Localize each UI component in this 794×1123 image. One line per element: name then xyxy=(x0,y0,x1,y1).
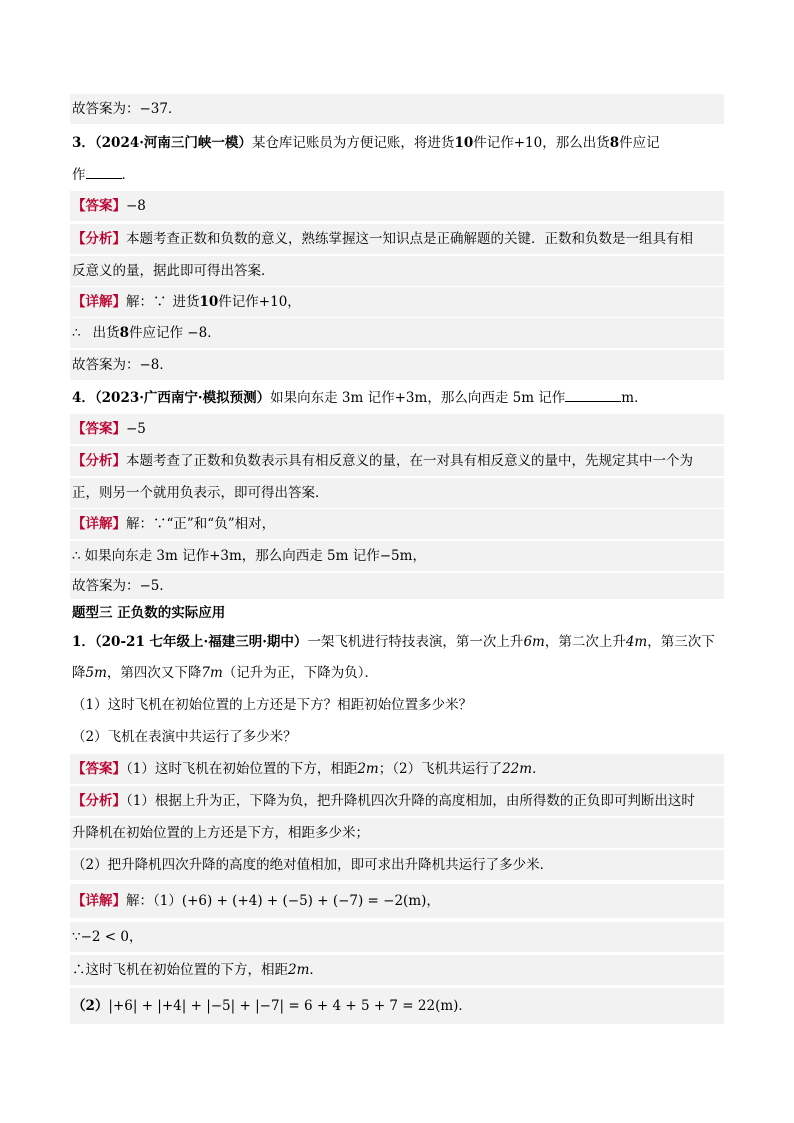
answer-text: ． xyxy=(532,761,546,777)
analysis-text: （2）把升降机四次升降的高度的绝对值相加，即可求出升降机共运行了多少米． xyxy=(72,857,554,873)
detail-line1 xyxy=(70,287,724,317)
detail-text: 件记作+10， xyxy=(218,294,301,310)
detail-text: 解： xyxy=(126,294,153,310)
detail-text: 如果向东走 3m 记作+3m，那么向西走 5m 记作−5m， xyxy=(84,548,426,564)
detail-line3 xyxy=(70,350,724,380)
detail-number: 8 xyxy=(119,325,129,341)
question-number: 4． xyxy=(72,390,95,406)
answer-conclusion xyxy=(70,94,724,124)
analysis-line1 xyxy=(70,224,724,254)
question-text: 作 xyxy=(72,167,86,183)
analysis-tag: 【分析】 xyxy=(72,231,126,247)
equation: (+6) + (+4) + (−5) + (−7) = −2(m) xyxy=(181,893,427,909)
answer-line xyxy=(70,754,724,784)
question-source: （20-21 七年级上·福建三明·期中） xyxy=(94,634,308,650)
therefore-symbol: ∴ xyxy=(72,325,81,341)
detail-number: 10 xyxy=(199,294,219,310)
detail-text: ． xyxy=(458,998,472,1014)
math-value: 2m xyxy=(288,962,310,978)
analysis-line1 xyxy=(70,786,724,816)
detail-line1 xyxy=(70,509,724,539)
analysis-line3 xyxy=(70,850,724,880)
detail-tag: 【详解】 xyxy=(72,294,126,310)
detail-text: ． xyxy=(309,962,323,978)
answer-text: ；（2）飞机共运行了 xyxy=(378,761,503,777)
analysis-line2 xyxy=(70,256,724,286)
math-value: 7m xyxy=(201,665,223,681)
question-number-value: 10 xyxy=(454,135,474,151)
analysis-tag: 【分析】 xyxy=(72,793,126,809)
question-source: （2024·河南三门峡一模） xyxy=(94,135,252,151)
because-symbol: ∵ xyxy=(153,294,167,310)
section-heading xyxy=(70,600,724,626)
detail-text: 出货 xyxy=(92,325,120,341)
detail-text: “正”和“负”相对， xyxy=(166,516,276,532)
section-title: 题型三 正负数的实际应用 xyxy=(72,605,226,621)
question-3-line2 xyxy=(70,160,724,190)
detail-text: ∴这时飞机在初始位置的下方，相距 xyxy=(72,962,288,978)
question-number: 1． xyxy=(72,634,95,650)
analysis-text: 本题考查正数和负数的意义，熟练掌握这一知识点是正确解题的关键．正数和负数是一组具有相 xyxy=(126,231,693,247)
answer-line xyxy=(70,414,724,444)
because-symbol: ∵ xyxy=(153,516,167,532)
detail-tag: 【详解】 xyxy=(72,893,126,909)
analysis-line2 xyxy=(70,818,724,848)
equation: |+6| + |+4| + |−5| + |−7| = 6 + 4 + 5 + 7 = 22(m) xyxy=(108,998,459,1014)
problem-1-sub2 xyxy=(70,722,724,752)
detail-line2 xyxy=(70,922,724,952)
math-value: 6m xyxy=(523,634,545,650)
question-number-value: 8 xyxy=(609,135,620,151)
answer-tag: 【答案】 xyxy=(72,198,126,214)
question-text: 件记作+10，那么出货 xyxy=(473,135,610,151)
answer-value: −5 xyxy=(126,421,146,437)
sub-question: （1）这时飞机在初始位置的上方还是下方？相距初始位置多少米？ xyxy=(72,697,473,713)
answer-tag: 【答案】 xyxy=(72,421,126,437)
detail-line2 xyxy=(70,318,724,348)
detail-line3 xyxy=(70,573,724,599)
analysis-text: 升降机在初始位置的上方还是下方，相距多少米； xyxy=(72,825,369,841)
detail-text: 故答案为：−5． xyxy=(72,578,173,594)
answer-blank xyxy=(86,164,122,179)
analysis-tag: 【分析】 xyxy=(72,453,126,469)
detail-text: 进货 xyxy=(172,294,200,310)
question-source: （2023·广西南宁·模拟预测） xyxy=(94,390,271,406)
detail-tag: 【详解】 xyxy=(72,516,126,532)
detail-line4 xyxy=(70,988,724,1024)
question-text: 降 xyxy=(72,665,86,681)
question-text: 如果向东走 3m 记作+3m，那么向西走 5m 记作 xyxy=(270,390,566,406)
detail-text: 解： xyxy=(126,516,153,532)
problem-1-line1 xyxy=(70,627,724,657)
question-text: 某仓库记账员为方便记账，将进货 xyxy=(251,135,455,151)
analysis-line1 xyxy=(70,446,724,476)
analysis-text: 反意义的量，据此即可得出答案． xyxy=(72,263,275,279)
question-text: ． xyxy=(121,167,135,183)
analysis-line2 xyxy=(70,478,724,508)
problem-1-sub1 xyxy=(70,690,724,720)
detail-text: 解：（1） xyxy=(126,893,182,909)
answer-blank xyxy=(565,387,621,402)
math-value: 22m xyxy=(502,761,533,777)
math-value: 4m xyxy=(625,634,648,650)
answer-line xyxy=(70,191,724,221)
analysis-text: 本题考查了正数和负数表示具有相反意义的量，在一对具有相反意义的量中，先规定其中一个为 xyxy=(126,453,693,469)
question-text: ，第四次又下降 xyxy=(106,665,202,681)
detail-text: 件应记作 −8． xyxy=(129,325,221,341)
answer-text: 故答案为：−37． xyxy=(72,101,182,117)
detail-line1 xyxy=(70,884,724,918)
detail-text: 故答案为：−8． xyxy=(72,357,173,373)
analysis-text: （1）根据上升为正，下降为负，把升降机四次升降的高度相加，由所得数的正负即可判断出这时 xyxy=(126,793,695,809)
question-text: ，第二次上升 xyxy=(544,634,626,650)
question-text: （记升为正，下降为负）． xyxy=(222,665,379,681)
question-text: 件应记 xyxy=(619,135,660,151)
detail-line2 xyxy=(70,541,724,571)
question-text: m． xyxy=(621,390,648,406)
detail-text: ， xyxy=(426,893,440,909)
question-4-line1 xyxy=(70,383,724,413)
question-text: ，第三次下 xyxy=(647,634,715,650)
sub-question: （2）飞机在表演中共运行了多少米？ xyxy=(72,729,297,745)
analysis-text: 正，则另一个就用负表示，即可得出答案． xyxy=(72,485,329,501)
question-number: 3． xyxy=(72,135,95,151)
detail-text: ∵−2 < 0， xyxy=(72,929,143,945)
detail-text: （2） xyxy=(72,998,109,1014)
problem-1-line2 xyxy=(70,658,724,688)
answer-text: （1）这时飞机在初始位置的下方，相距 xyxy=(126,761,358,777)
math-value: 2m xyxy=(357,761,379,777)
answer-tag: 【答案】 xyxy=(72,761,126,777)
question-text: 一架飞机进行特技表演，第一次上升 xyxy=(307,634,524,650)
detail-line3 xyxy=(70,955,724,985)
therefore-symbol: ∴ xyxy=(72,548,81,564)
question-3-line1 xyxy=(70,128,724,158)
math-value: 5m xyxy=(85,665,107,681)
answer-value: −8 xyxy=(126,198,146,214)
